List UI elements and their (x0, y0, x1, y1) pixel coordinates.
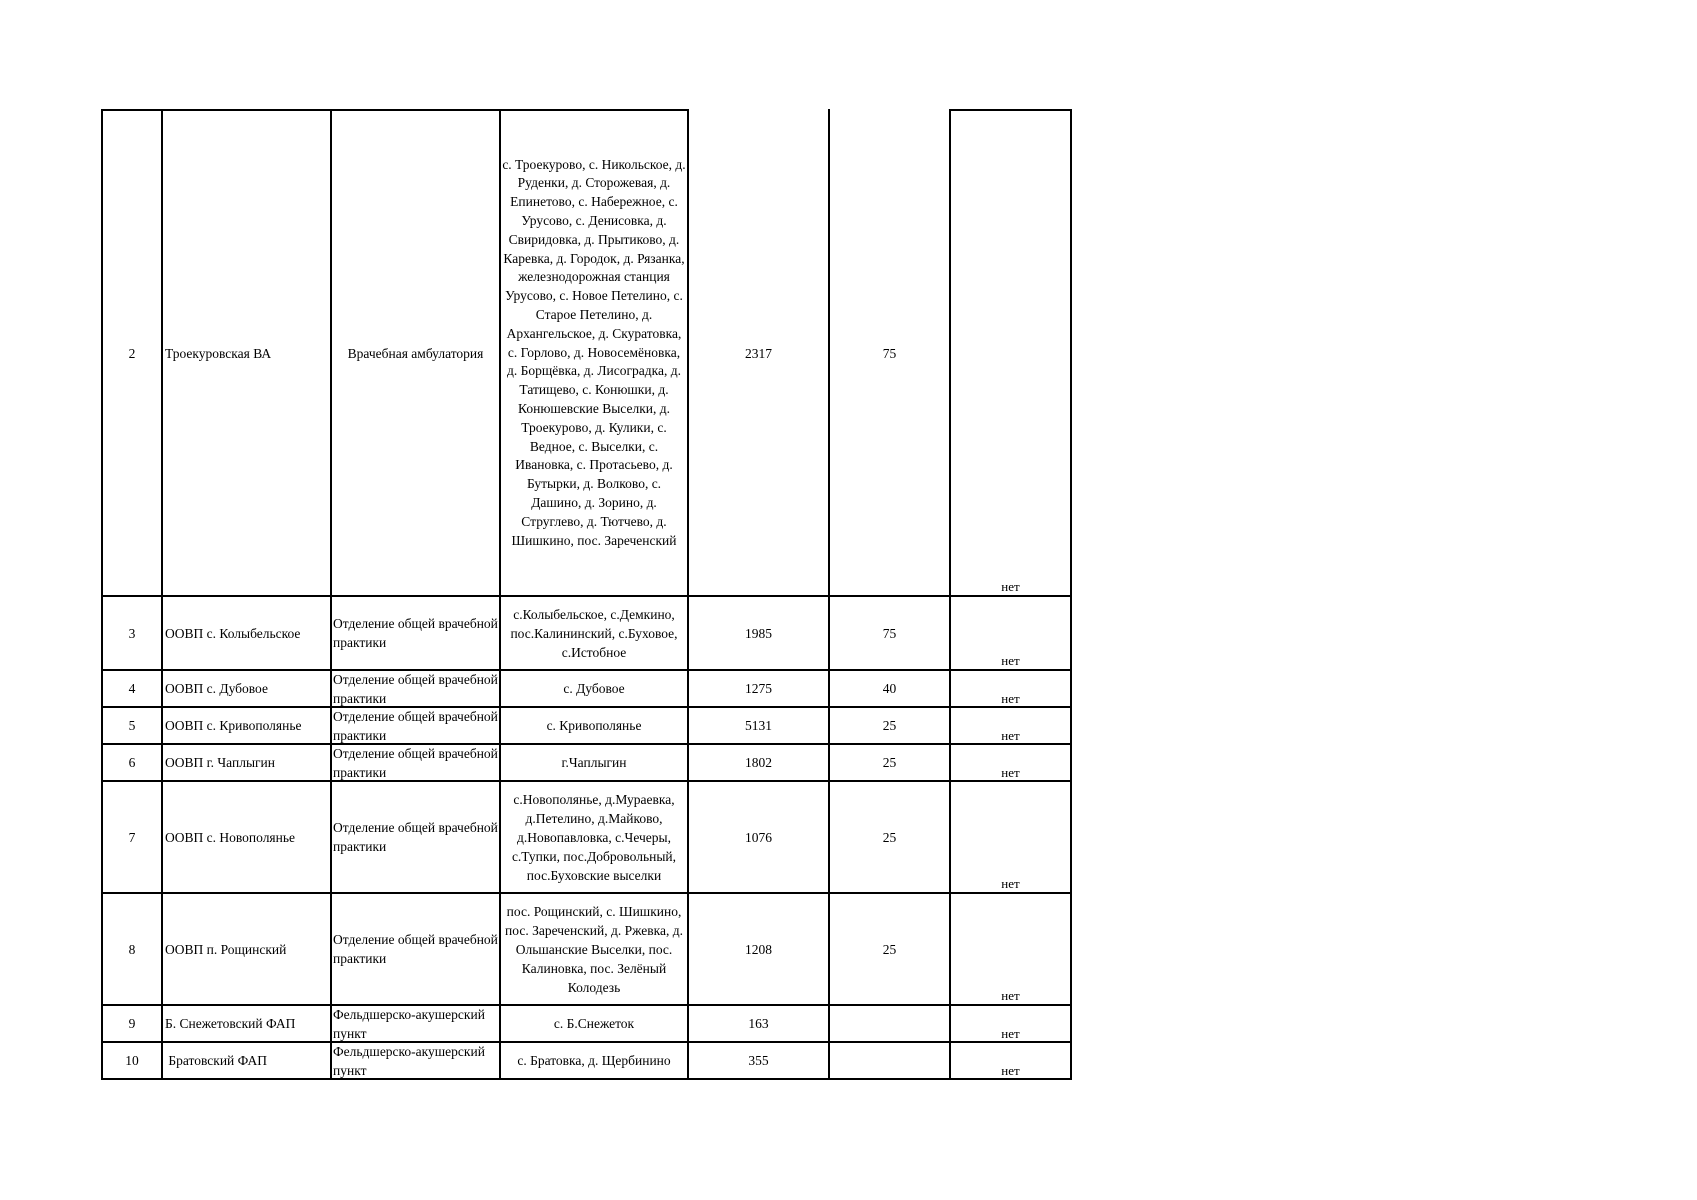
cell-type: Отделение общей врачебной практики (333, 820, 498, 854)
cell-address: с. Дубовое (563, 681, 625, 696)
cell-num: 8 (128, 941, 136, 957)
cell-type: Врачебная амбулатория (347, 345, 484, 361)
cell-population: 1802 (745, 755, 772, 770)
cell-num: 4 (128, 681, 136, 696)
cell-address: с.Колыбельское, с.Демкино, пос.Калининский, с.Буховое, с.Истобное (510, 606, 678, 660)
cell-num: 6 (128, 755, 136, 770)
cell-flag: нет (1001, 1026, 1020, 1041)
cell-type: Фельдшерско-акушерский пункт (333, 1044, 485, 1078)
grid-line-vertical (1070, 109, 1072, 1080)
cell-address: с.Новополянье, д.Мураевка, д.Петелино, д.Майково, д.Новопавловка, с.Чечеры, с.Тупки, пос.Добровольный, пос.Буховские выселки (511, 791, 677, 883)
cell-population: 355 (748, 1053, 769, 1068)
cell-address: с. Троекурово, с. Никольское, д. Руденки, д. Сторожевая, д. Епинетово, с. Набережное, с. Урусово, с. Денисовка, д. Свиридовка, д. Прытиково, д. Каревка, д. Городок, д. Рязанка, железнодорожная станция Урусово, с. Новое Петелино, с. Старое Петелино, д. Архангельское, д. Скуратовка, с. Горлово, д. Новосемёновка, д. Борщёвка, д. Лисоградка, д. Татищево, с. Конюшки, д. Конюшевские Выселки, д. Троекурово, д. Кулики, с. Ведное, с. Выселки, с. Ивановка, с. Протасьево, д. Бутырки, д. Волково, с. Дашино, д. Зорино, д. Струглево, д. Тютчево, д. Шишкино, пос. Зареченский (502, 156, 686, 548)
cell-name: Братовский ФАП (165, 1053, 267, 1068)
cell-name: Троекуровская ВА (165, 345, 272, 361)
cell-name: ООВП с. Колыбельское (165, 625, 301, 641)
cell-flag: нет (1001, 1063, 1020, 1078)
cell-num: 5 (128, 718, 136, 733)
cell-num: 2 (128, 345, 136, 361)
cell-address: с. Братовка, д. Щербинино (517, 1053, 671, 1068)
cell-num: 9 (128, 1016, 136, 1031)
cell-distance: 25 (882, 941, 897, 957)
cell-flag: нет (1001, 691, 1020, 706)
cell-type: Отделение общей врачебной практики (333, 932, 498, 966)
cell-population: 163 (748, 1016, 769, 1031)
cell-flag: нет (1001, 728, 1020, 743)
cell-address: г.Чаплыгин (561, 755, 627, 770)
cell-type: Отделение общей врачебной практики (333, 616, 498, 650)
cell-type: Фельдшерско-акушерский пункт (333, 1007, 485, 1041)
cell-num: 10 (125, 1053, 139, 1068)
cell-population: 1985 (745, 625, 772, 641)
cell-population: 1076 (745, 829, 772, 845)
cell-distance (829, 1005, 950, 1042)
cell-distance: 25 (882, 755, 897, 770)
cell-flag: нет (1001, 579, 1020, 594)
cell-flag: нет (1001, 765, 1020, 780)
cell-name: ООВП г. Чаплыгин (165, 755, 275, 770)
cell-distance: 75 (882, 625, 897, 641)
cell-flag: нет (1001, 653, 1020, 668)
cell-address: пос. Рощинский, с. Шишкино, пос. Зареченский, д. Ржевка, д. Ольшанские Выселки, пос. Калиновка, пос. Зелёный Колодезь (505, 903, 683, 995)
cell-type: Отделение общей врачебной практики (333, 746, 498, 780)
cell-name: ООВП п. Рощинский (165, 941, 287, 957)
cell-distance: 40 (882, 681, 897, 696)
cell-distance: 25 (882, 718, 897, 733)
cell-num: 3 (128, 625, 136, 641)
cell-flag: нет (1001, 988, 1020, 1003)
cell-name: ООВП с. Дубовое (165, 681, 268, 696)
cell-name: ООВП с. Кривополянье (165, 718, 302, 733)
cell-num: 7 (128, 829, 136, 845)
cell-name: Б. Снежетовский ФАП (165, 1016, 296, 1031)
cell-distance: 25 (882, 829, 897, 845)
cell-distance: 75 (882, 345, 897, 361)
cell-type: Отделение общей врачебной практики (333, 672, 498, 706)
cell-distance (829, 1042, 950, 1079)
cell-population: 1208 (745, 941, 772, 957)
cell-type: Отделение общей врачебной практики (333, 709, 498, 743)
cell-address: с. Кривополянье (546, 718, 642, 733)
cell-name: ООВП с. Новополянье (165, 829, 296, 845)
cell-flag: нет (1001, 876, 1020, 891)
cell-address: с. Б.Снежеток (553, 1016, 635, 1031)
cell-population: 5131 (745, 718, 772, 733)
cell-population: 1275 (745, 681, 772, 696)
grid-line-horizontal (950, 109, 1072, 111)
cell-population: 2317 (745, 345, 772, 361)
